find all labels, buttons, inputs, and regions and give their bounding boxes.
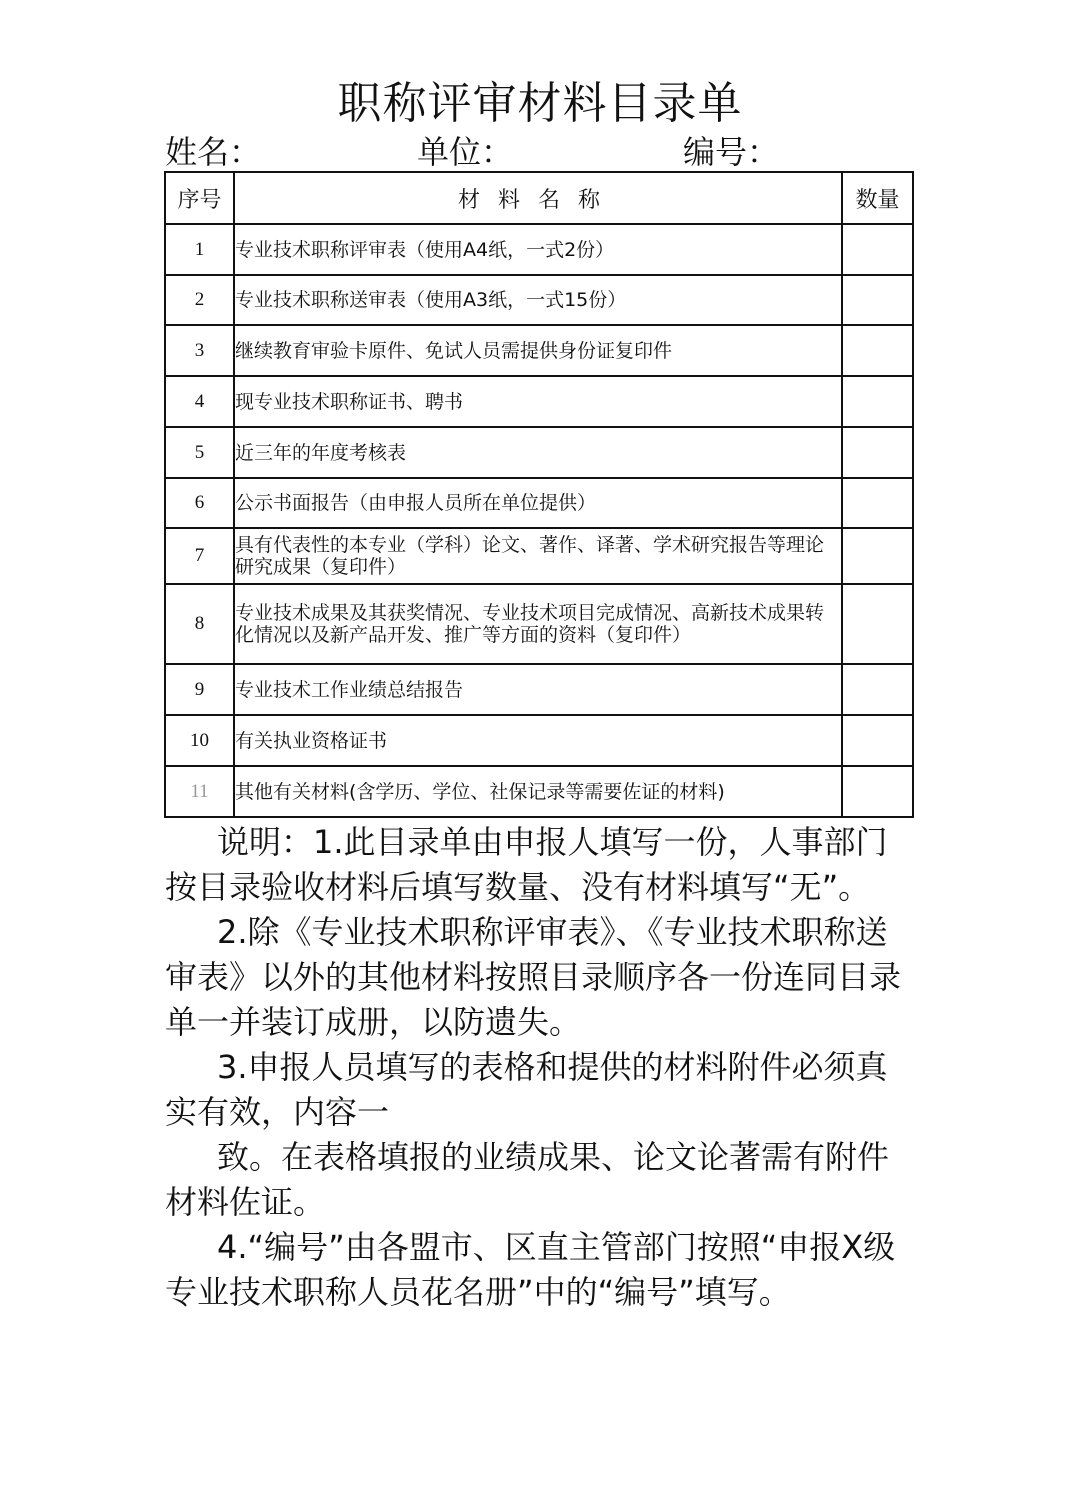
notes-section	[165, 820, 905, 1315]
note-paragraph-4: 4.“编号”由各盟市、区直主管部门按照“申报X级专业技术职称人员花名册”中的“编号”填写。	[165, 1228, 896, 1311]
table-row	[165, 325, 913, 376]
row-number: 11	[165, 766, 234, 817]
row-material: 近三年的年度考核表	[234, 427, 842, 478]
unit-label: 单位：	[417, 133, 514, 171]
info-row	[165, 132, 915, 172]
table-row	[165, 224, 913, 275]
row-number: 3	[165, 325, 234, 376]
row-number: 2	[165, 275, 234, 325]
table-row	[165, 664, 913, 715]
row-material: 专业技术职称送审表（使用A3纸，一式15份）	[234, 275, 842, 325]
name-label: 姓名：	[165, 133, 262, 171]
row-material: 专业技术职称评审表（使用A4纸，一式2份）	[234, 224, 842, 275]
table-row	[165, 275, 913, 325]
row-number: 9	[165, 664, 234, 715]
page-title: 职称评审材料目录单	[337, 78, 743, 129]
header-qty: 数量	[842, 172, 913, 224]
row-number: 7	[165, 528, 234, 584]
row-qty-cell[interactable]	[842, 427, 913, 478]
row-qty-cell[interactable]	[842, 478, 913, 528]
row-qty-cell[interactable]	[842, 584, 913, 664]
materials-table	[164, 171, 914, 818]
table-row	[165, 427, 913, 478]
note-paragraph-3-continued: 致。在表格填报的业绩成果、论文论著需有附件材料佐证。	[165, 1138, 890, 1221]
row-number: 10	[165, 715, 234, 766]
row-material: 专业技术成果及其获奖情况、专业技术项目完成情况、高新技术成果转化情况以及新产品开发、推广等方面的资料（复印件）	[234, 584, 842, 664]
row-qty-cell[interactable]	[842, 664, 913, 715]
header-seq: 序号	[165, 172, 234, 224]
table-row	[165, 376, 913, 427]
row-material: 专业技术工作业绩总结报告	[234, 664, 842, 715]
row-material: 继续教育审验卡原件、免试人员需提供身份证复印件	[234, 325, 842, 376]
table-row	[165, 584, 913, 664]
note-paragraph-3: 3.申报人员填写的表格和提供的材料附件必须真实有效，内容一	[165, 1048, 888, 1131]
table-row	[165, 766, 913, 817]
row-material: 具有代表性的本专业（学科）论文、著作、译著、学术研究报告等理论研究成果（复印件）	[234, 528, 842, 584]
table-row	[165, 478, 913, 528]
row-qty-cell[interactable]	[842, 325, 913, 376]
note-paragraph-1: 说明：1.此目录单由申报人填写一份，人事部门按目录验收材料后填写数量、没有材料填写“无”。	[165, 823, 888, 906]
row-number: 1	[165, 224, 234, 275]
row-qty-cell[interactable]	[842, 275, 913, 325]
row-qty-cell[interactable]	[842, 376, 913, 427]
row-qty-cell[interactable]	[842, 224, 913, 275]
number-label: 编号：	[683, 133, 780, 171]
row-material: 现专业技术职称证书、聘书	[234, 376, 842, 427]
row-material: 公示书面报告（由申报人员所在单位提供）	[234, 478, 842, 528]
row-material: 其他有关材料(含学历、学位、社保记录等需要佐证的材料)	[234, 766, 842, 817]
table-header-row	[165, 172, 913, 224]
row-qty-cell[interactable]	[842, 715, 913, 766]
row-qty-cell[interactable]	[842, 766, 913, 817]
row-material: 有关执业资格证书	[234, 715, 842, 766]
header-material-name: 材料名称	[234, 172, 842, 224]
row-number: 5	[165, 427, 234, 478]
row-qty-cell[interactable]	[842, 528, 913, 584]
table-row	[165, 715, 913, 766]
table-row	[165, 528, 913, 584]
row-number: 4	[165, 376, 234, 427]
row-number: 6	[165, 478, 234, 528]
note-paragraph-2: 2.除《专业技术职称评审表》、《专业技术职称送审表》以外的其他材料按照目录顺序各一份连同目录单一并装订成册，以防遗失。	[165, 913, 902, 1041]
row-number: 8	[165, 584, 234, 664]
